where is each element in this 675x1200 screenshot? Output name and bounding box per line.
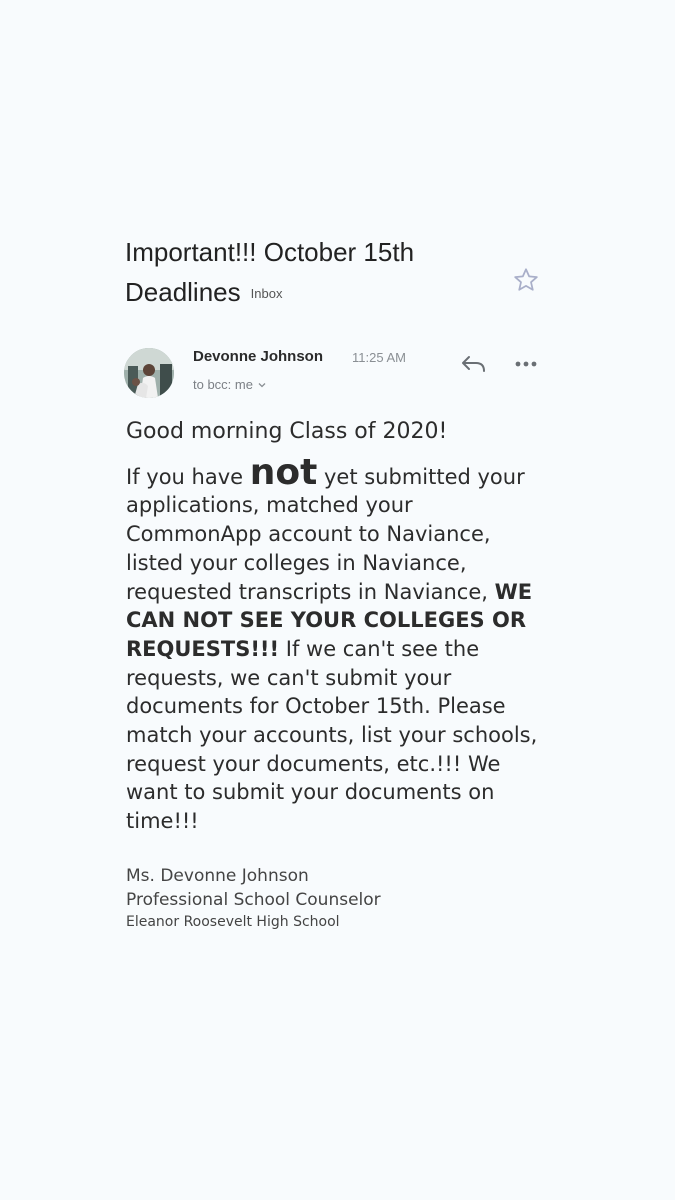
recipients-text: to bcc: me [193, 377, 253, 392]
inbox-label[interactable]: Inbox [250, 286, 283, 301]
greeting: Good morning Class of 2020! [126, 419, 448, 444]
subject-line-1: Important!!! October 15th [125, 237, 415, 267]
avatar-image [124, 348, 174, 398]
signature-school: Eleanor Roosevelt High School [126, 914, 340, 930]
body-text-rest: yet submitted your applications, matched your CommonApp account to Naviance, listed your colleges in Naviance, requested transcripts in Naviance, [126, 464, 525, 604]
body-text-end: If we can't see the requests, we can't submit your documents for October 15th. Please match your accounts, list your schools, request your documents, etc.!!! We want to submit your documents on time!!! [126, 636, 538, 834]
signature-name: Ms. Devonne Johnson [126, 866, 309, 886]
timestamp: 11:25 AM [352, 350, 406, 365]
reply-icon[interactable] [460, 352, 488, 376]
email-body [126, 418, 551, 836]
sender-name[interactable]: Devonne Johnson [193, 348, 324, 365]
body-text-start: If you have [126, 464, 250, 489]
avatar[interactable] [124, 348, 174, 398]
chevron-down-icon[interactable] [257, 380, 267, 390]
recipients[interactable] [193, 377, 267, 392]
more-icon[interactable] [513, 354, 539, 374]
body-paragraph [126, 451, 551, 836]
star-icon[interactable] [512, 266, 540, 294]
body-bold-warning: WE CAN NOT SEE YOUR COLLEGES OR REQUESTS!!! [126, 579, 533, 661]
email-subject [125, 232, 485, 314]
signature [126, 864, 381, 932]
subject-line-2: Deadlines [125, 277, 241, 307]
body-emphasis-not: not [249, 451, 318, 493]
signature-title: Professional School Counselor [126, 890, 381, 910]
